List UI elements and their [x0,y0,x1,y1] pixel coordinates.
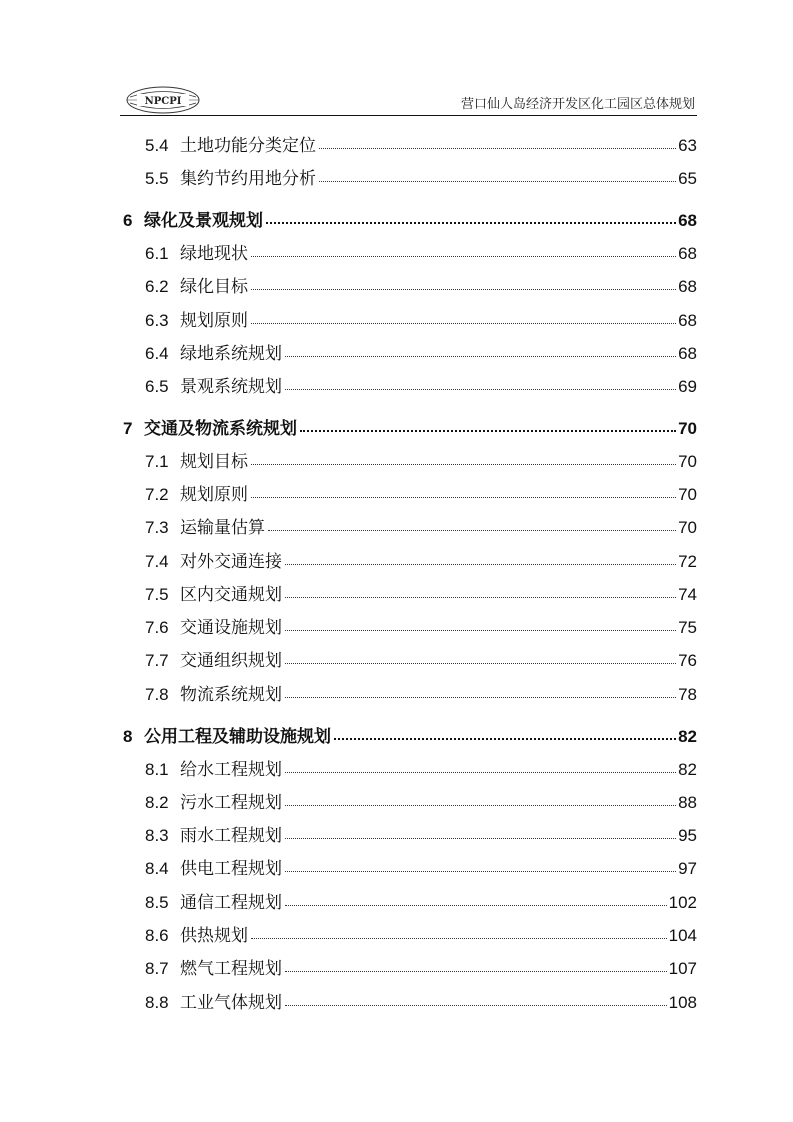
toc-entry-number: 6.2 [145,277,169,296]
toc-section-entry[interactable] [145,166,697,192]
toc-entry-title: 规划原则 [180,311,248,330]
toc-entry-number: 6 [123,211,133,230]
toc-dot-leader [268,530,676,531]
toc-entry-title: 绿地系统规划 [180,344,282,363]
toc-entry-number: 6.3 [145,311,169,330]
toc-page-number: 68 [678,344,697,363]
toc-page-number: 97 [678,859,697,878]
toc-section-entry[interactable] [145,241,697,267]
toc-dot-leader [285,772,676,773]
toc-section-entry[interactable] [145,648,697,674]
toc-page-number: 69 [678,377,697,396]
toc-entry-number: 7.4 [145,552,169,571]
toc-entry-title: 给水工程规划 [180,760,282,779]
toc-entry-number: 5.4 [145,136,169,155]
toc-page-number: 65 [678,169,697,188]
toc-dot-leader [285,971,667,972]
toc-entry-number: 7.2 [145,485,169,504]
toc-entry-title: 雨水工程规划 [180,826,282,845]
toc-page-number: 70 [678,452,697,471]
toc-section-entry[interactable] [145,449,697,475]
toc-page-number: 68 [678,244,697,263]
toc-page-number: 74 [678,585,697,604]
toc-dot-leader [285,564,676,565]
toc-page-number: 68 [678,277,697,296]
toc-entry-title: 通信工程规划 [180,893,282,912]
toc-entry-title: 对外交通连接 [180,552,282,571]
toc-entry-number: 7.1 [145,452,169,471]
toc-page-number: 78 [678,685,697,704]
toc-entry-title: 物流系统规划 [180,685,282,704]
toc-section-entry[interactable] [145,308,697,334]
toc-section-entry[interactable] [145,890,697,916]
toc-entry-title: 土地功能分类定位 [180,136,316,155]
logo-text: NPCPI [144,96,182,107]
toc-dot-leader [251,497,676,498]
toc-entry-title: 运输量估算 [180,518,265,537]
toc-section-entry[interactable] [145,990,697,1016]
toc-entry-title: 集约节约用地分析 [180,169,316,188]
toc-entry-number: 7.3 [145,518,169,537]
toc-dot-leader [285,663,676,664]
toc-page-number: 104 [668,926,697,945]
toc-dot-leader [251,323,676,324]
toc-entry-title: 景观系统规划 [180,377,282,396]
toc-page-number: 82 [678,727,697,746]
toc-entry-title: 公用工程及辅助设施规划 [144,727,331,746]
toc-dot-leader [334,738,676,740]
toc-entry-number: 8.6 [145,926,169,945]
toc-dot-leader [319,181,676,182]
toc-entry-number: 8.2 [145,793,169,812]
toc-section-entry[interactable] [145,682,697,708]
toc-entry-title: 规划原则 [180,485,248,504]
toc-dot-leader [285,597,676,598]
toc-entry-number: 6.1 [145,244,169,263]
toc-page-number: 82 [678,760,697,779]
toc-dot-leader [251,256,676,257]
toc-entry-number: 7.8 [145,685,169,704]
toc-page-number: 72 [678,552,697,571]
toc-page-number: 68 [678,311,697,330]
toc-page-number: 68 [678,211,697,230]
toc-section-entry[interactable] [145,823,697,849]
toc-dot-leader [285,1005,667,1006]
toc-page-number: 70 [678,419,697,438]
toc-entry-title: 工业气体规划 [180,993,282,1012]
toc-entry-title: 交通及物流系统规划 [144,419,297,438]
toc-entry-number: 8 [123,727,133,746]
toc-page-number: 108 [668,993,697,1012]
toc-entry-number: 8.7 [145,959,169,978]
toc-section-entry[interactable] [145,482,697,508]
toc-dot-leader [285,805,676,806]
toc-section-entry[interactable] [145,757,697,783]
toc-page-number: 102 [668,893,697,912]
toc-entry-number: 7.6 [145,618,169,637]
toc-page-number: 70 [678,485,697,504]
toc-section-entry[interactable] [145,133,697,159]
toc-entry-title: 绿化目标 [180,277,248,296]
toc-page-number: 75 [678,618,697,637]
toc-section-entry[interactable] [145,374,697,400]
toc-page-number: 95 [678,826,697,845]
toc-entry-number: 8.8 [145,993,169,1012]
toc-entry-title: 绿化及景观规划 [144,211,263,230]
toc-page-number: 70 [678,518,697,537]
toc-entry-title: 燃气工程规划 [180,959,282,978]
toc-dot-leader [319,148,676,149]
toc-entry-number: 6.4 [145,344,169,363]
toc-entry-number: 8.5 [145,893,169,912]
toc-section-entry[interactable] [145,274,697,300]
toc-dot-leader [285,697,676,698]
toc-dot-leader [285,905,667,906]
toc-chapter-entry[interactable] [123,416,697,442]
toc-page-number: 76 [678,651,697,670]
toc-chapter-entry[interactable] [123,724,697,750]
header-rule [120,115,697,116]
toc-dot-leader [285,630,676,631]
toc-entry-title: 区内交通规划 [180,585,282,604]
toc-page-number: 63 [678,136,697,155]
toc-entry-title: 供电工程规划 [180,859,282,878]
header-title: 营口仙人岛经济开发区化工园区总体规划 [460,97,695,112]
toc-section-entry[interactable] [145,549,697,575]
toc-section-entry[interactable] [145,341,697,367]
toc-page-number: 107 [668,959,697,978]
toc-dot-leader [285,838,676,839]
toc-dot-leader [285,389,676,390]
toc-dot-leader [251,938,667,939]
npcpi-logo [124,84,202,116]
toc-dot-leader [300,430,676,432]
toc-chapter-entry[interactable] [123,208,697,234]
toc-section-entry[interactable] [145,856,697,882]
toc-entry-number: 7 [123,419,133,438]
toc-section-entry[interactable] [145,956,697,982]
toc-entry-number: 8.1 [145,760,169,779]
toc-section-entry[interactable] [145,923,697,949]
toc-dot-leader [251,289,676,290]
page-header [120,80,697,116]
toc-entry-title: 交通设施规划 [180,618,282,637]
toc-entry-title: 供热规划 [180,926,248,945]
toc-entry-title: 绿地现状 [180,244,248,263]
toc-entry-number: 8.3 [145,826,169,845]
toc-entry-title: 交通组织规划 [180,651,282,670]
toc-entry-number: 6.5 [145,377,169,396]
toc-dot-leader [285,871,676,872]
toc-entry-number: 8.4 [145,859,169,878]
toc-entry-number: 7.5 [145,585,169,604]
toc-entry-number: 5.5 [145,169,169,188]
toc-entry-number: 7.7 [145,651,169,670]
toc-entry-title: 规划目标 [180,452,248,471]
toc-section-entry[interactable] [145,790,697,816]
toc-dot-leader [266,222,676,224]
toc-entry-title: 污水工程规划 [180,793,282,812]
toc-section-entry[interactable] [145,515,697,541]
toc-dot-leader [251,464,676,465]
toc-section-entry[interactable] [145,615,697,641]
toc-dot-leader [285,356,676,357]
toc-page-number: 88 [678,793,697,812]
toc-section-entry[interactable] [145,582,697,608]
